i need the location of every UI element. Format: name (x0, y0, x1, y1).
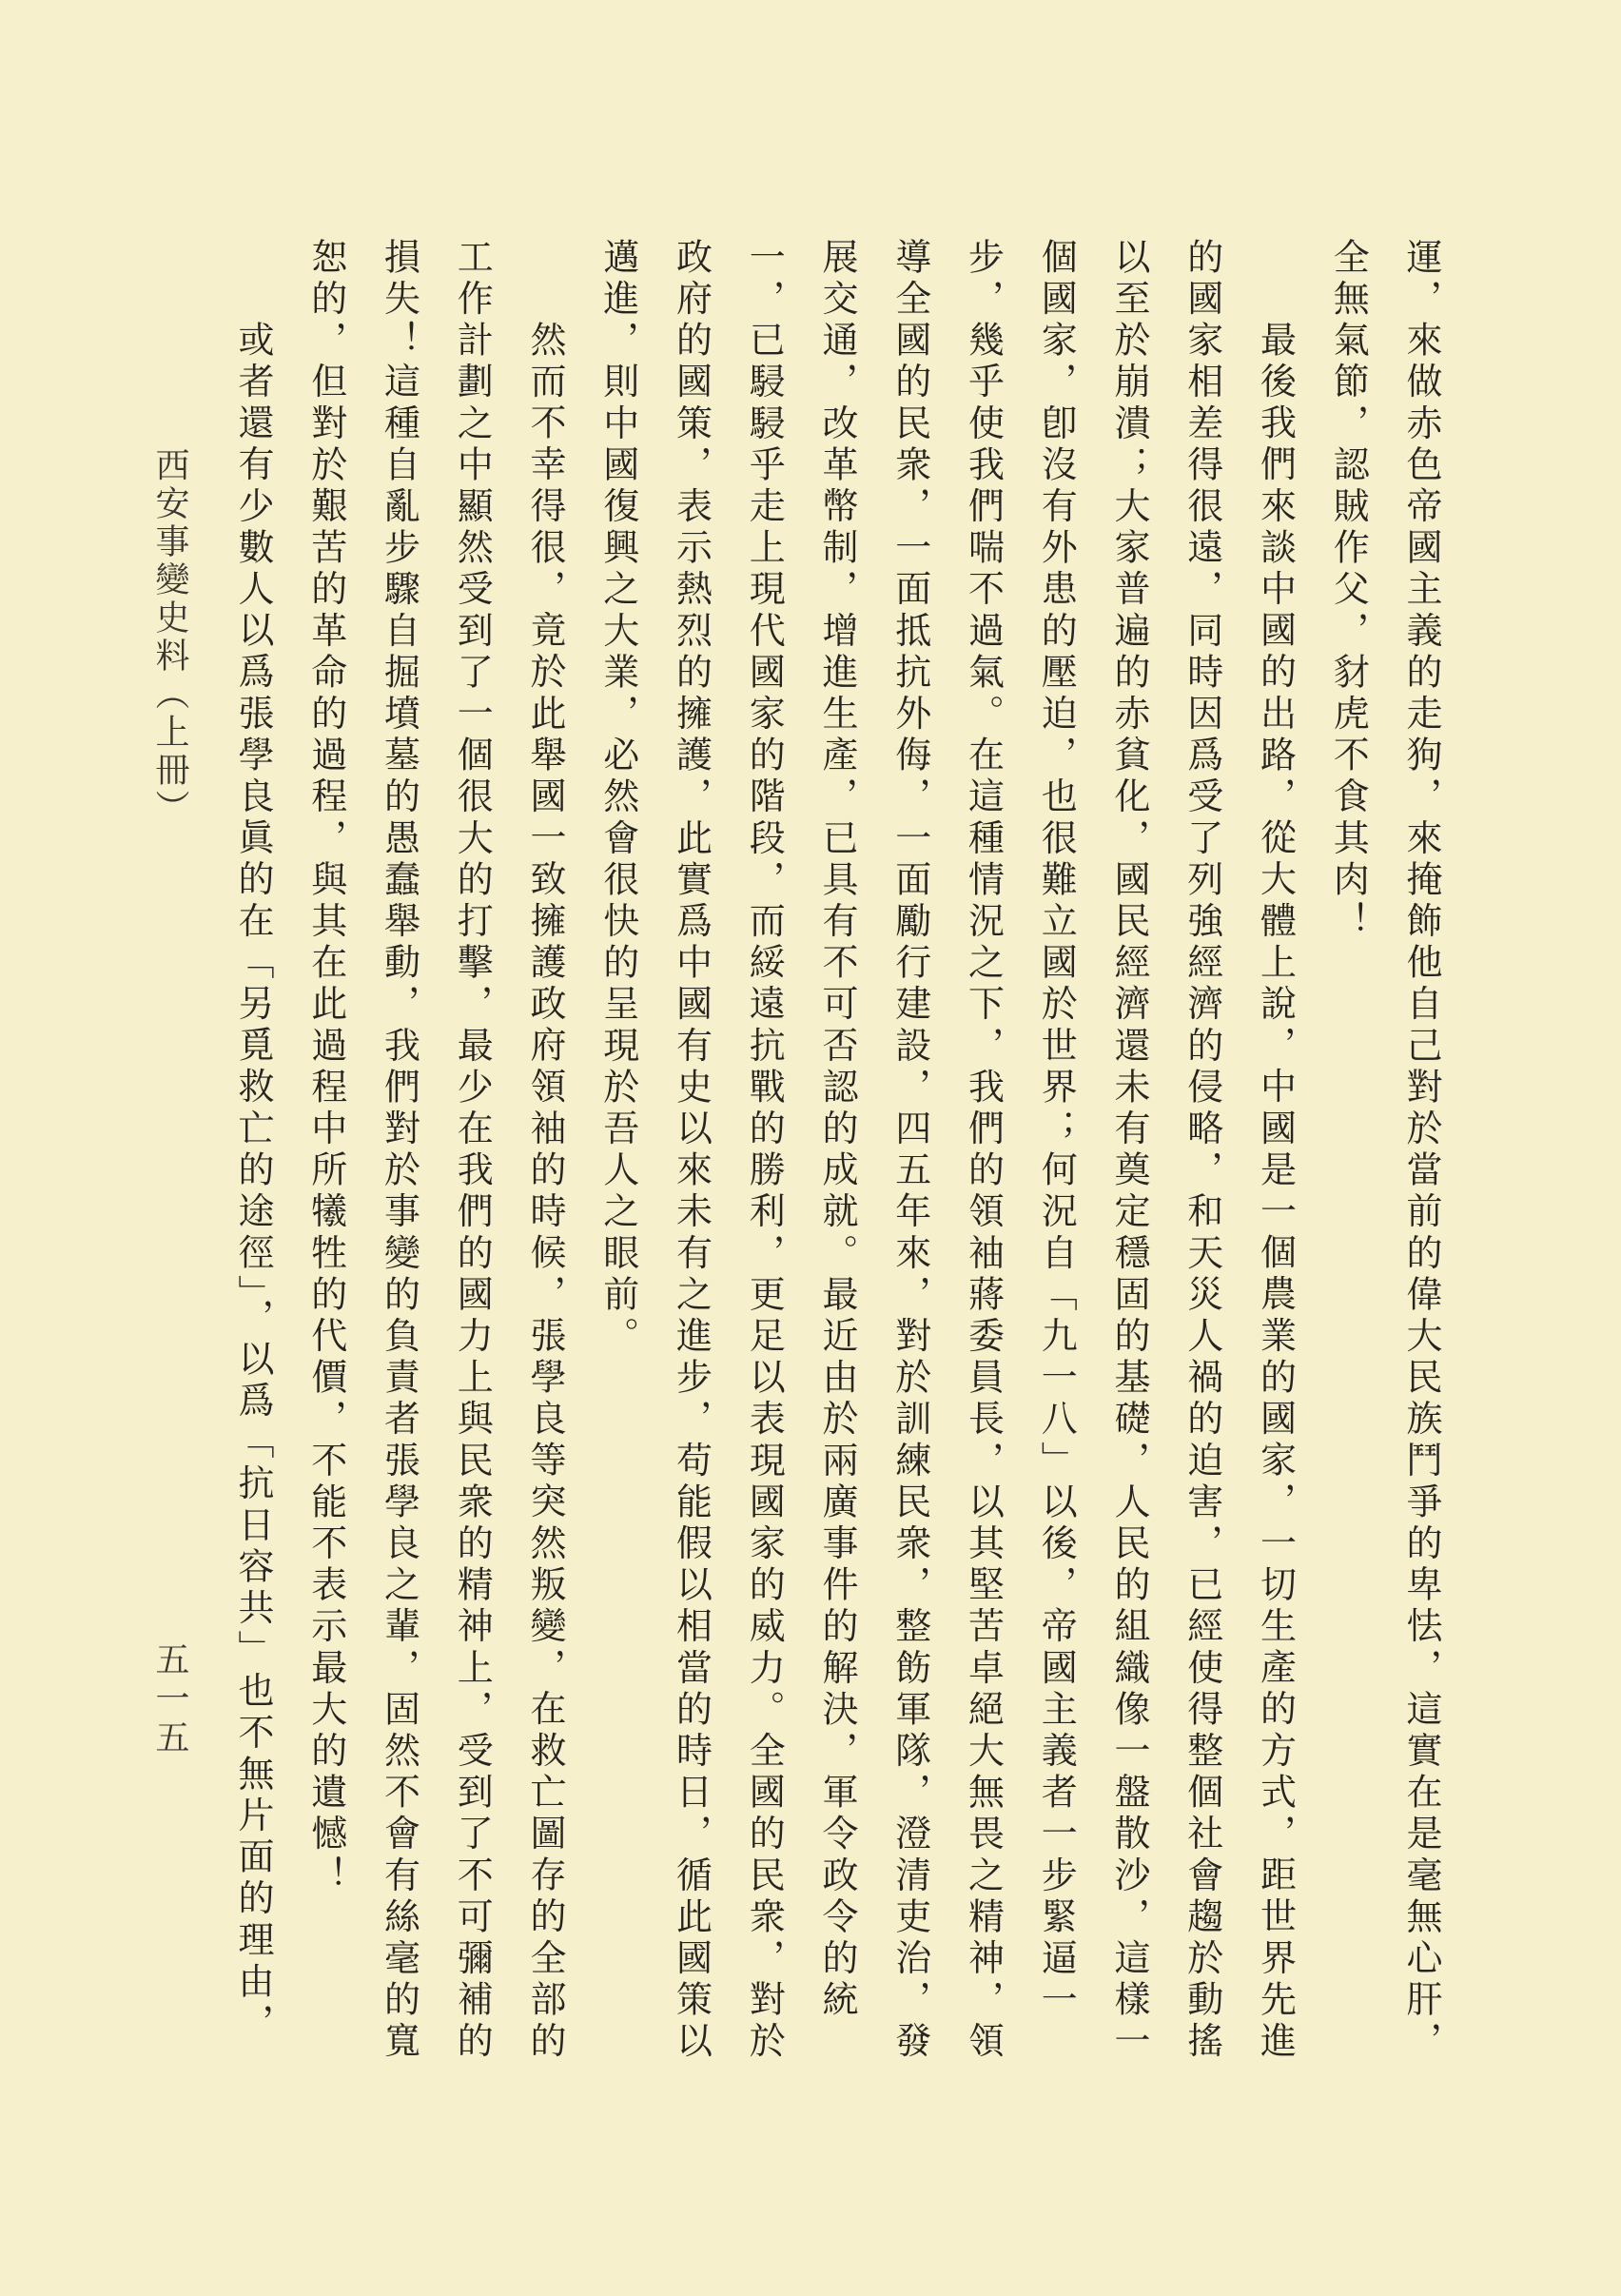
text-column: 然而不幸得很，竟於此舉國一致擁護政府領袖的時候，張學良等突然叛變，在救亡圖存的全部的 (524, 321, 566, 2064)
text-column: 運，來做赤色帝國主義的走狗，來掩飾他自己對於當前的偉大民族鬥爭的卑怯，這實在是毫無心肝， (1400, 238, 1442, 2064)
body-text (217, 238, 1457, 2074)
footer-book-title: 西安事變史料（上冊） (150, 447, 189, 828)
text-column: 導全國的民衆，一面抵抗外侮，一面勵行建設，四五年來，對於訓練民衆，整飭軍隊，澄清吏治，發 (889, 238, 931, 2064)
text-column: 步，幾乎使我們喘不過氣。在這種情況之下，我們的領袖蔣委員長，以其堅苦卓絕大無畏之精神，領 (962, 238, 1005, 2064)
text-column: 以至於崩潰；大家普遍的赤貧化，國民經濟還未有奠定穩固的基礎，人民的組織像一盤散沙，這樣一 (1108, 238, 1150, 2064)
text-column: 政府的國策，表示熱烈的擁護，此實爲中國有史以來未有之進步，苟能假以相當的時日，循此國策以 (670, 238, 713, 2064)
text-column: 個國家，卽沒有外患的壓迫，也很難立國於世界；何況自「九一八」以後，帝國主義者一步緊逼一 (1035, 238, 1078, 2022)
page-number: 五一五 (150, 1641, 189, 1758)
text-column: 展交通，改革幣制，增進生產，已具有不可否認的成就。最近由於兩廣事件的解決，軍令政令的統 (816, 238, 858, 2022)
text-column: 恕的，但對於艱苦的革命的過程，與其在此過程中所犧牲的代價，不能不表示最大的遺憾！ (304, 238, 347, 1897)
text-column: 的國家相差得很遠，同時因爲受了列強經濟的侵略，和天災人禍的迫害，已經使得整個社會趨於動搖 (1181, 238, 1223, 2064)
text-column: 或者還有少數人以爲張學良眞的在「另覓救亡的途徑」，以爲「抗日容共」也不無片面的理由， (232, 321, 274, 2046)
text-column: 最後我們來談中國的出路，從大體上說，中國是一個農業的國家，一切生產的方式，距世界先進 (1254, 321, 1297, 2064)
text-column: 一，已駸駸乎走上現代國家的階段，而綏遠抗戰的勝利，更足以表現國家的威力。全國的民衆，對於 (743, 238, 786, 2064)
text-column: 全無氣節，認賊作父，豺虎不食其肉！ (1327, 238, 1370, 944)
text-column: 工作計劃之中顯然受到了一個很大的打擊，最少在我們的國力上與民衆的精神上，受到了不可彌補的 (451, 238, 494, 2064)
text-column: 邁進，則中國復興之大業，必然會很快的呈現於吾人之眼前。 (596, 238, 639, 1359)
text-column: 損失！這種自亂步驟自掘墳墓的愚蠢舉動，我們對於事變的負責者張學良之輩，固然不會有絲毫的寬 (378, 238, 420, 2064)
